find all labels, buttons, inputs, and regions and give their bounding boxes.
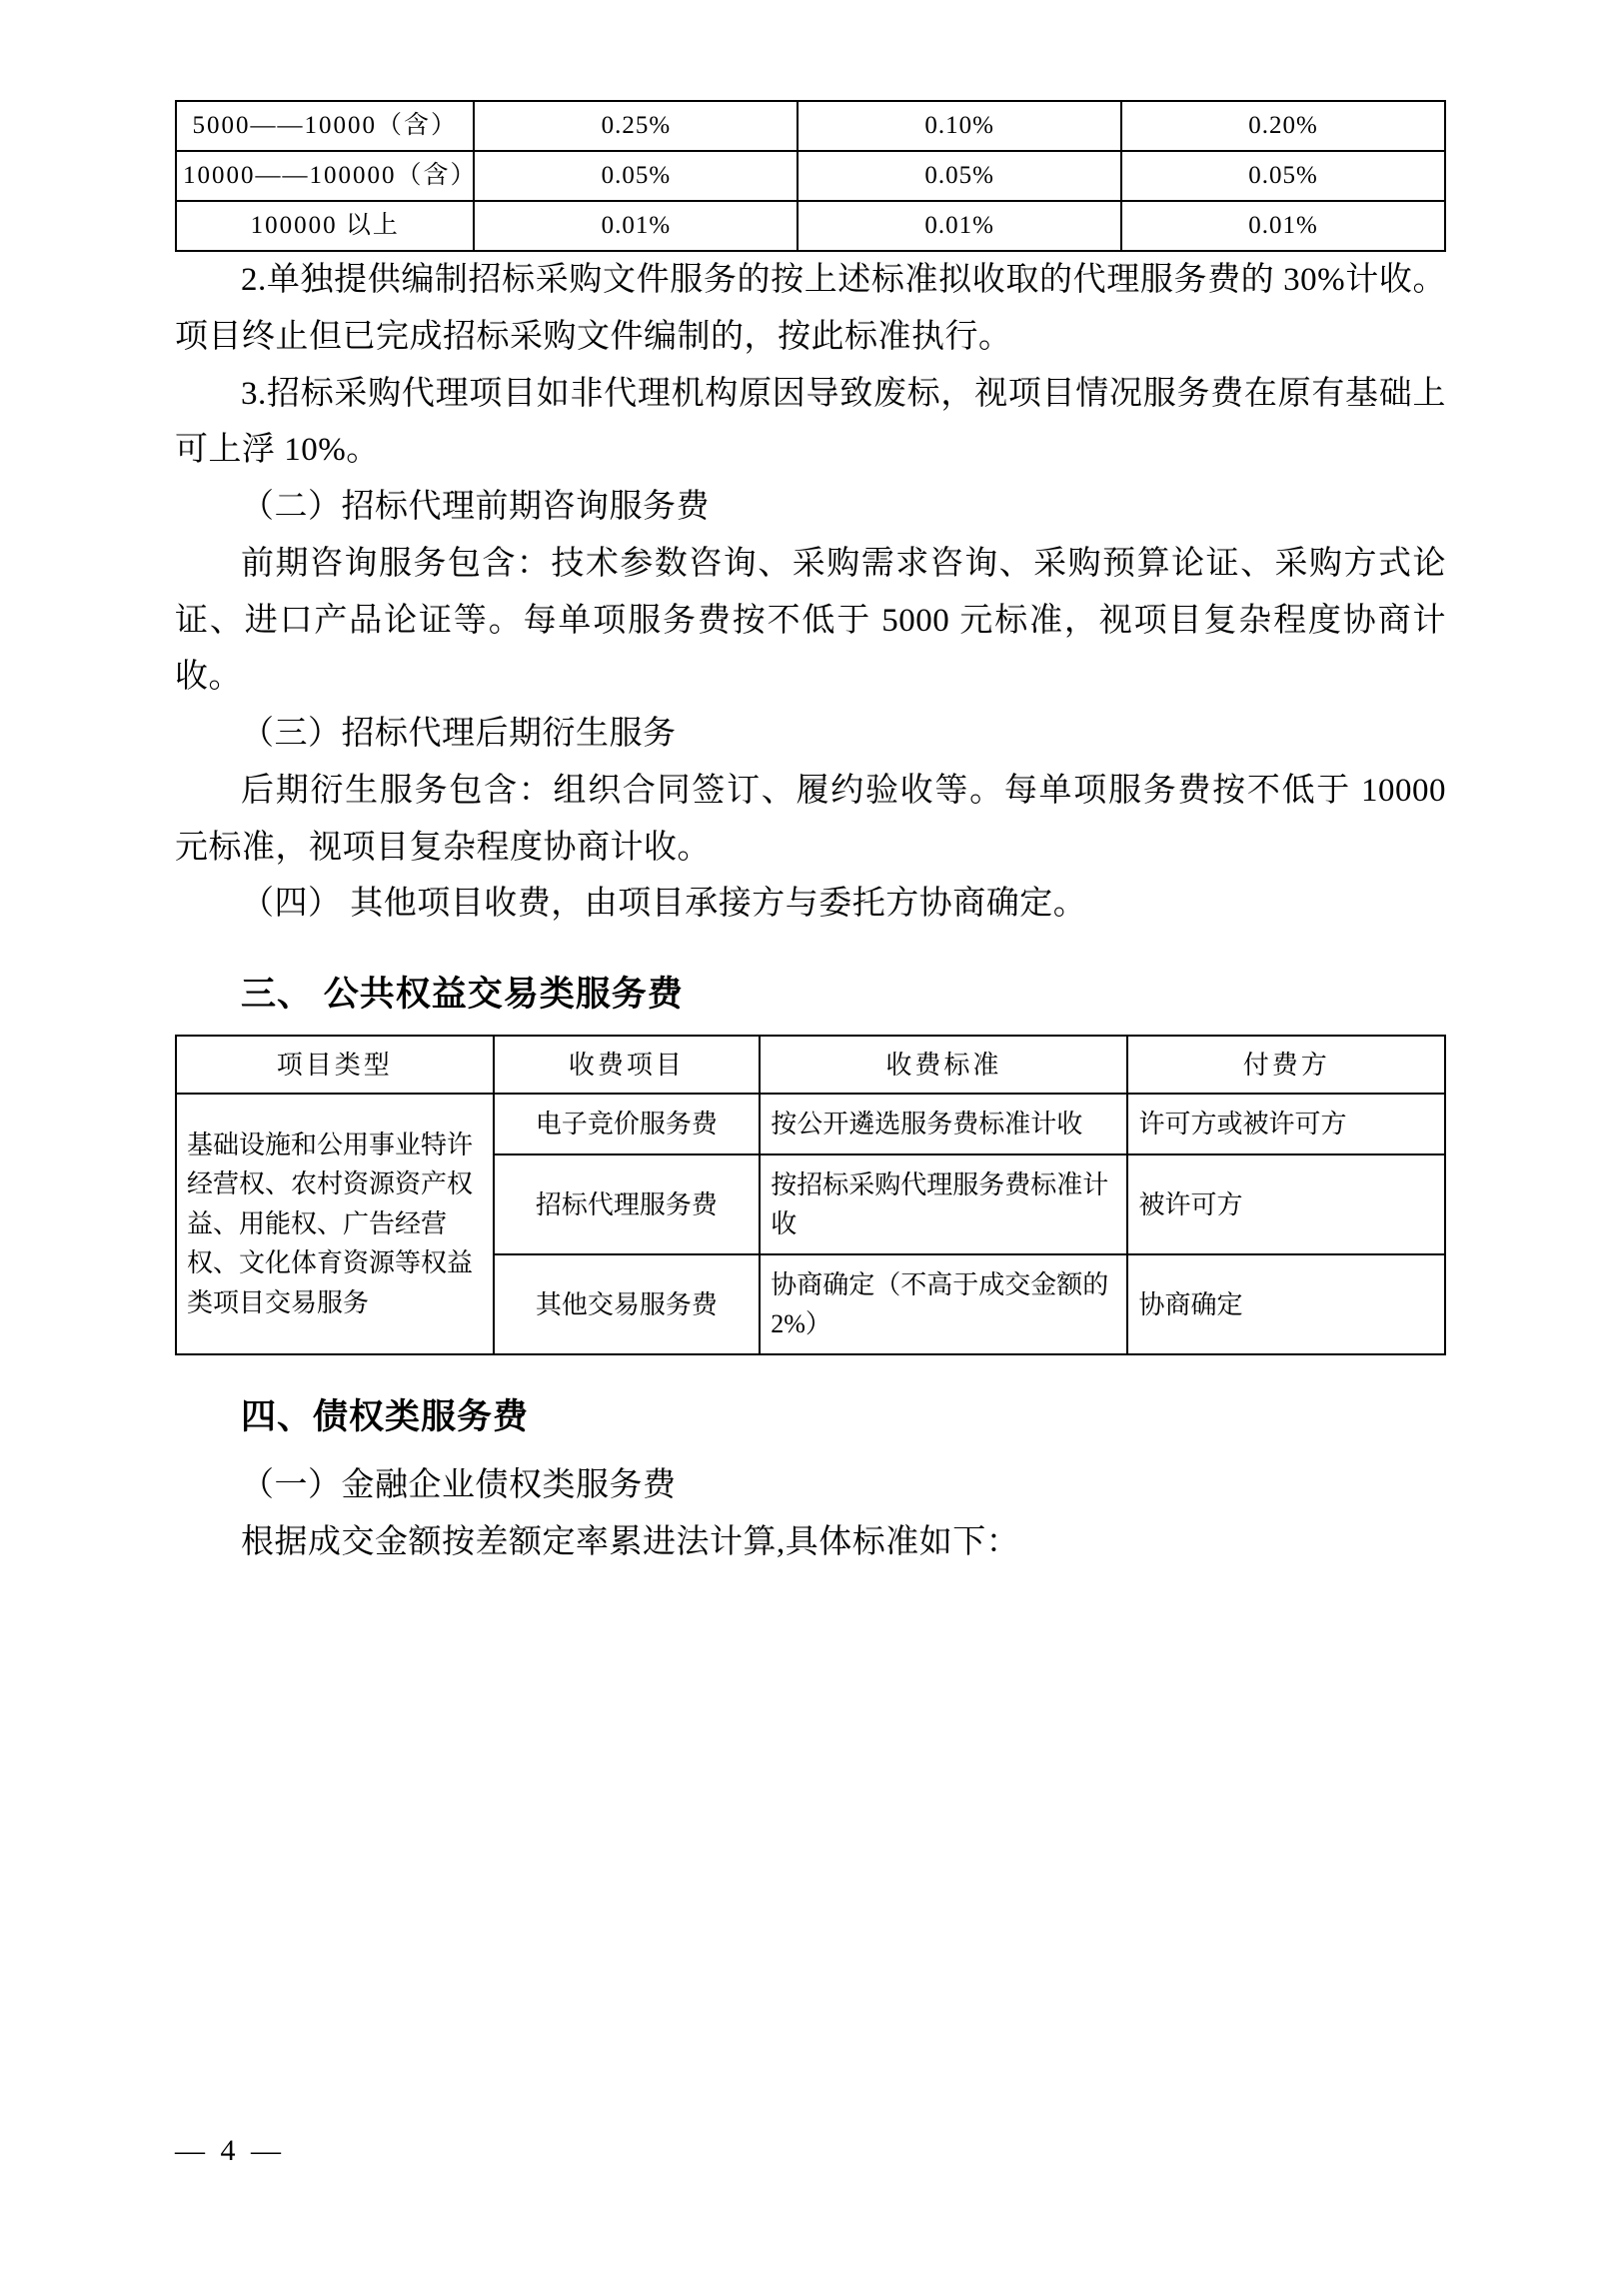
fee-rate-table <box>175 100 1446 252</box>
paragraph-item-3: 3.招标采购代理项目如非代理机构原因导致废标，视项目情况服务费在原有基础上可上浮 10%。 <box>175 375 1446 469</box>
category-cell: 基础设施和公用事业特许经营权、农村资源资产权益、用能权、广告经营权、文化体育资源等权益类项目交易服务 <box>176 1094 494 1354</box>
column-header-payer: 付费方 <box>1127 1036 1445 1094</box>
table-row <box>176 151 1445 201</box>
column-header-standard: 收费标准 <box>760 1036 1127 1094</box>
column-header-type: 项目类型 <box>176 1036 494 1094</box>
rate-col2: 0.05% <box>798 151 1121 201</box>
rate-range: 10000——100000（含） <box>176 151 474 201</box>
public-equity-fee-table <box>175 1035 1446 1355</box>
section-title-three: 三、 公共权益交易类服务费 <box>241 975 684 1014</box>
rate-range: 100000 以上 <box>176 201 474 251</box>
rate-col2: 0.01% <box>798 201 1121 251</box>
heading-section-3: （三）招标代理后期衍生服务 <box>241 716 677 752</box>
table-row <box>176 1094 1445 1154</box>
fee-payer: 协商确定 <box>1127 1254 1445 1354</box>
table-row <box>176 101 1445 151</box>
page-number: — 4 — <box>175 2134 285 2167</box>
fee-standard: 协商确定（不高于成交金额的 2%） <box>760 1254 1127 1354</box>
rate-col1: 0.25% <box>474 101 798 151</box>
paragraph-section-4-1-body: 根据成交金额按差额定率累进法计算,具体标准如下： <box>241 1523 1020 1560</box>
fee-item: 其他交易服务费 <box>494 1254 761 1354</box>
fee-item: 电子竞价服务费 <box>494 1094 761 1154</box>
fee-standard: 按招标采购代理服务费标准计收 <box>760 1154 1127 1254</box>
fee-payer: 许可方或被许可方 <box>1127 1094 1445 1154</box>
column-header-item: 收费项目 <box>494 1036 761 1094</box>
paragraph-section-2-body: 前期咨询服务包含：技术参数咨询、采购需求咨询、采购预算论证、采购方式论证、进口产品论证等。每单项服务费按不低于 5000 元标准，视项目复杂程度协商计收。 <box>175 545 1446 696</box>
rate-range: 5000——10000（含） <box>176 101 474 151</box>
paragraph-item-2: 2.单独提供编制招标采购文件服务的按上述标准拟收取的代理服务费的 30%计收。项目终止但已完成招标采购文件编制的，按此标准执行。 <box>175 262 1446 355</box>
paragraph-section-3-body: 后期衍生服务包含：组织合同签订、履约验收等。每单项服务费按不低于 10000 元标准，视项目复杂程度协商计收。 <box>175 772 1446 866</box>
heading-section-4-1: （一）金融企业债权类服务费 <box>241 1467 677 1503</box>
rate-col1: 0.01% <box>474 201 798 251</box>
fee-payer: 被许可方 <box>1127 1154 1445 1254</box>
rate-col2: 0.10% <box>798 101 1121 151</box>
rate-col3: 0.20% <box>1121 101 1445 151</box>
rate-col3: 0.01% <box>1121 201 1445 251</box>
fee-item: 招标代理服务费 <box>494 1154 761 1254</box>
rate-col1: 0.05% <box>474 151 798 201</box>
fee-standard: 按公开遴选服务费标准计收 <box>760 1094 1127 1154</box>
table-header-row <box>176 1036 1445 1094</box>
rate-col3: 0.05% <box>1121 151 1445 201</box>
heading-section-4-item: （四） 其他项目收费，由项目承接方与委托方协商确定。 <box>241 886 1087 923</box>
table-row <box>176 201 1445 251</box>
section-title-four: 四、债权类服务费 <box>241 1397 530 1436</box>
heading-section-2: （二）招标代理前期咨询服务费 <box>241 489 710 525</box>
